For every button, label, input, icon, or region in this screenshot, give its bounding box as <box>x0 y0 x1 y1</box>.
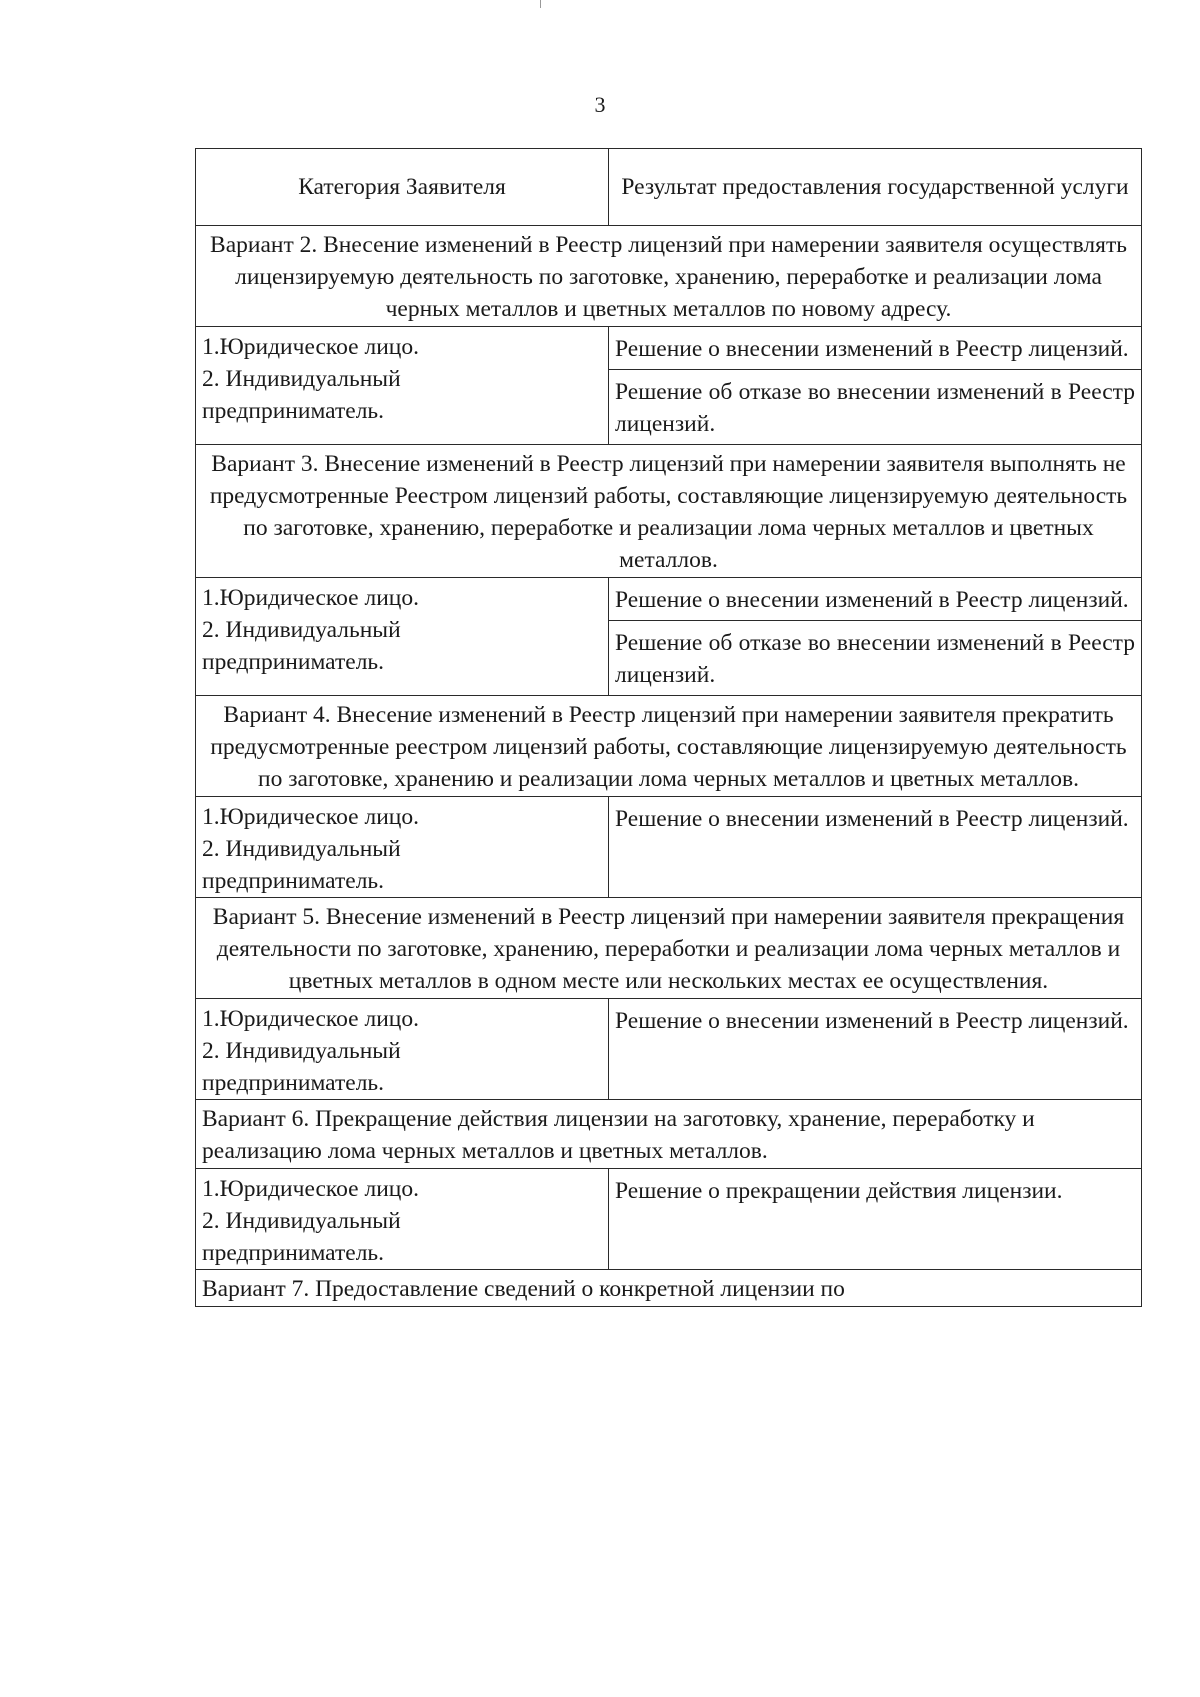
category-line: предприниматель. <box>202 398 385 424</box>
header-category: Категория Заявителя <box>196 149 609 226</box>
category-line: 2. Индивидуальный <box>202 836 401 862</box>
category-cell <box>196 1169 609 1270</box>
result-cell: Решение о прекращении действия лицензии. <box>609 1169 1142 1270</box>
variant-title: Вариант 3. Внесение изменений в Реестр лицензий при намерении заявителя выполнять не предусмотренные Реестром лицензий работы, составляющие лицензируемую деятельность по заготовке, хранению, переработке и реализации лома черных металлов и цветных металлов. <box>196 445 1142 578</box>
variant-title: Вариант 4. Внесение изменений в Реестр лицензий при намерении заявителя прекратить предусмотренные реестром лицензий работы, составляющие лицензируемую деятельность по заготовке, хранению и реализации лома черных металлов и цветных металлов. <box>196 696 1142 797</box>
category-line: 2. Индивидуальный <box>202 1208 401 1234</box>
variant-row <box>196 1100 1142 1169</box>
variant-title: Вариант 2. Внесение изменений в Реестр лицензий при намерении заявителя осуществлять лицензируемую деятельность по заготовке, хранению, переработке и реализации лома черных металлов и цветных металлов по новому адресу. <box>196 226 1142 327</box>
table-row <box>196 327 1142 370</box>
category-cell <box>196 999 609 1100</box>
variant-title: Вариант 6. Прекращение действия лицензии на заготовку, хранение, переработку и реализацию лома черных металлов и цветных металлов. <box>196 1100 1142 1169</box>
category-line: предприниматель. <box>202 649 385 675</box>
table-row <box>196 797 1142 898</box>
result-cell: Решение об отказе во внесении изменений в Реестр лицензий. <box>609 621 1142 696</box>
category-line: 2. Индивидуальный <box>202 617 401 643</box>
table-row <box>196 578 1142 621</box>
variant-title: Вариант 5. Внесение изменений в Реестр лицензий при намерении заявителя прекращения деятельности по заготовке, хранению, переработки и реализации лома черных металлов и цветных металлов в одном месте или нескольких местах ее осуществления. <box>196 898 1142 999</box>
result-cell: Решение о внесении изменений в Реестр лицензий. <box>609 797 1142 898</box>
scan-mark <box>540 0 541 8</box>
category-cell <box>196 578 609 696</box>
variant-row <box>196 898 1142 999</box>
variant-row <box>196 226 1142 327</box>
category-line: 1.Юридическое лицо. <box>202 804 419 830</box>
results-table <box>195 148 1142 1307</box>
table-header-row <box>196 149 1142 226</box>
result-cell: Решение о внесении изменений в Реестр лицензий. <box>609 999 1142 1100</box>
category-cell <box>196 327 609 445</box>
variant-row <box>196 445 1142 578</box>
variant-row <box>196 1270 1142 1307</box>
category-line: 2. Индивидуальный <box>202 1038 401 1064</box>
category-line: предприниматель. <box>202 1070 385 1096</box>
category-line: 1.Юридическое лицо. <box>202 1006 419 1032</box>
result-cell: Решение о внесении изменений в Реестр лицензий. <box>609 327 1142 370</box>
variant-title: Вариант 7. Предоставление сведений о конкретной лицензии по <box>196 1270 1142 1307</box>
category-cell <box>196 797 609 898</box>
result-cell: Решение о внесении изменений в Реестр лицензий. <box>609 578 1142 621</box>
category-line: 2. Индивидуальный <box>202 366 401 392</box>
category-line: предприниматель. <box>202 868 385 894</box>
category-line: 1.Юридическое лицо. <box>202 585 419 611</box>
header-result: Результат предоставления государственной услуги <box>609 149 1142 226</box>
page-number: 3 <box>594 92 606 117</box>
category-line: предприниматель. <box>202 1240 385 1266</box>
variant-row <box>196 696 1142 797</box>
table-row <box>196 999 1142 1100</box>
table-row <box>196 1169 1142 1270</box>
category-line: 1.Юридическое лицо. <box>202 334 419 360</box>
category-line: 1.Юридическое лицо. <box>202 1176 419 1202</box>
result-cell: Решение об отказе во внесении изменений в Реестр лицензий. <box>609 370 1142 445</box>
